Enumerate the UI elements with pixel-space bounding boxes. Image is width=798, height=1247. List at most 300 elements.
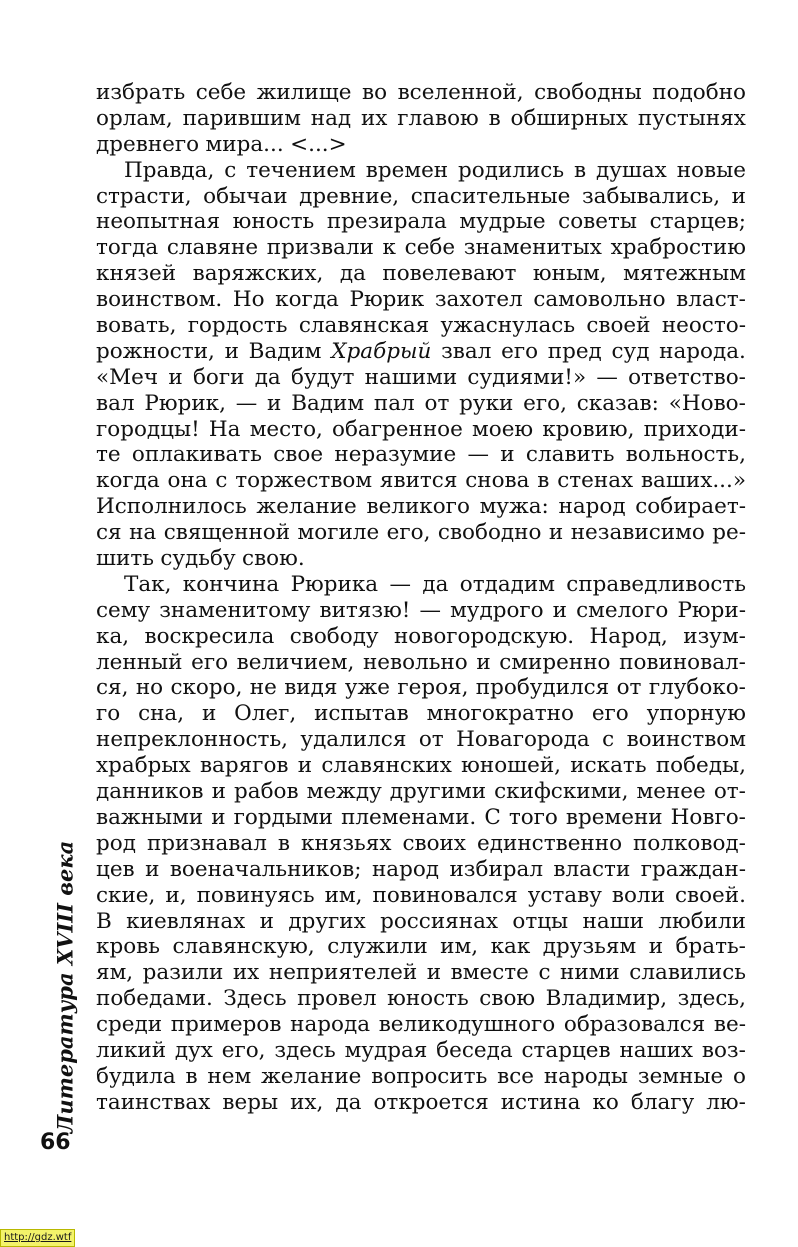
word: власти [553,856,631,882]
word: ответство- [628,364,746,390]
word: знаменитых [463,235,602,261]
word: здесь [274,1037,336,1063]
word: священной [163,520,291,546]
word: повиновался [372,882,518,908]
word: свою. [242,546,305,572]
word: душах [595,157,667,183]
word: повинуясь [196,882,315,908]
word: обширных [510,105,629,131]
word: удалился [300,727,407,753]
word: и [211,779,226,805]
word: древние, [299,183,400,209]
word: его, [523,390,567,416]
word: уставу [527,882,602,908]
word: мудрого [450,597,544,623]
word: свободны [534,80,642,105]
word: данников [96,779,204,805]
word: и [224,338,239,364]
word: признавал [146,830,267,856]
word: смиренно [499,649,611,675]
text-line [96,909,746,935]
word: юность [232,209,315,235]
word: Но [232,287,265,313]
text-line [96,520,746,546]
word: в [488,105,501,131]
word: витязю! [319,597,411,623]
word: и [168,364,183,390]
word: и [259,908,274,934]
word: народа [290,1012,371,1038]
word: героя, [397,675,469,701]
word: его, [221,1037,266,1063]
word: рожности, [96,338,215,364]
word: она [167,468,208,494]
text-line [96,883,746,909]
text-line [96,339,746,365]
text-line [96,417,746,443]
word: многократно [426,701,574,727]
word: славянских [321,753,452,779]
word: тогда [96,235,159,261]
word: своей. [674,882,746,908]
word: славянскую, [172,934,315,960]
word: того [508,804,558,830]
watermark-link[interactable]: http://gdz.wtf [0,1229,75,1247]
word: от- [713,779,746,805]
word: другими [389,779,487,805]
word: Новго- [670,804,746,830]
word: неприятелей [268,960,418,986]
word: нашими [364,364,458,390]
word: страсти, [96,183,192,209]
word: лю- [706,1089,746,1115]
text-line [96,805,746,831]
word: — [419,597,442,623]
word: князьях [301,830,392,856]
word: независимо [570,520,705,546]
word: — [467,442,489,468]
word: славянская [298,313,430,339]
word: непреклонность, [96,727,288,753]
word: не [249,675,277,701]
word: испытав [314,701,409,727]
word: беседа [436,1037,513,1063]
word: военачальников; [169,856,362,882]
word: явится [379,468,458,494]
word: и [648,934,664,960]
word: его [191,649,229,675]
text-line [96,235,746,261]
word: дух [174,1037,213,1063]
word: повиновал- [619,649,746,675]
word: юношей, [461,753,562,779]
word: Владимир, [545,986,668,1012]
word: ликий [96,1037,167,1063]
word: ваших...» [640,468,746,494]
page-number: 66 [40,1130,71,1155]
word: юность [387,986,469,1012]
word: варяжских, [192,261,324,287]
word: веры [222,1089,279,1115]
text-line [96,468,746,494]
word: ка, [96,623,130,649]
word: моею [472,416,534,442]
running-title-text: Литература XVIII века [52,840,78,1134]
word: <...> [290,131,347,157]
word: и [267,390,282,416]
word: свободу [289,623,379,649]
word: с [538,960,551,986]
text-line [96,287,746,313]
word: ко [592,1089,619,1115]
word: воинством [626,727,746,753]
word: рабов [233,779,299,805]
word: с [215,468,228,494]
word: к [382,235,396,261]
word: забывались, [581,183,721,209]
text-line [96,1012,746,1038]
word: и [426,960,442,986]
text-line [96,779,746,805]
word: С [484,804,501,830]
word: ся [96,520,122,546]
word: боги [192,364,245,390]
word: вовать, [96,313,177,339]
word: ними [560,960,620,986]
word: собирает- [635,494,746,520]
word: Новагорода [456,727,590,753]
word: важными [96,804,204,830]
word: пред [547,338,602,364]
word: во [361,80,388,105]
word: свободно [437,520,542,546]
word: неопытная [96,209,221,235]
word: времен [365,157,449,183]
word: их [232,960,260,986]
word: и [297,753,313,779]
word: их [360,105,388,131]
word: торжеством [235,468,373,494]
text-line [96,934,746,960]
word: главою [397,105,479,131]
text-line [96,1090,746,1116]
word: знаменитому [159,597,311,623]
word: да [254,364,281,390]
word: советы [558,209,637,235]
word: уже [344,675,390,701]
word: гордыми [233,804,334,830]
word: В [96,908,112,934]
word: великодушного [378,1012,556,1038]
word: народ [371,856,440,882]
word: народа. [659,338,746,364]
word: свое [273,442,324,468]
word: нем [207,1063,252,1089]
word: народы [543,1063,629,1089]
word: обычаи [203,183,288,209]
word: в [573,157,587,183]
text-line [96,857,746,883]
word: будила [96,1063,176,1089]
word: разили [142,960,224,986]
word: подобно [652,80,746,105]
word: от [418,727,444,753]
word: когда [275,287,339,313]
word: снова [465,468,530,494]
word: старцев [521,1037,611,1063]
word: и [145,856,160,882]
word: избрать [96,80,186,105]
word: земные [637,1063,724,1089]
word: приходи- [643,416,746,442]
word: когда [96,468,160,494]
word: и [211,804,226,830]
text-line [96,675,746,701]
word: Так, [124,571,172,597]
word: и [731,183,746,209]
word: его [591,701,629,727]
word: Здесь [223,986,287,1012]
word: ве- [713,1012,746,1038]
word: неосто- [661,313,746,339]
word: те [96,442,121,468]
word: граждан- [640,856,746,882]
word: скоро, [170,675,243,701]
word: новогородскую. [393,623,575,649]
word: друзьям [542,934,637,960]
word: храбростию [610,235,746,261]
word: Правда, [124,157,215,183]
word: наших [619,1037,694,1063]
word: новые [676,157,746,183]
word: себе [195,80,247,105]
word: и, [165,882,187,908]
word: храбрых [96,753,191,779]
word: пробудился [475,675,610,701]
word: «Меч [96,364,159,390]
word: власт- [676,287,746,313]
word: — [389,571,411,597]
word: презирала [326,209,447,235]
word: неразумие [334,442,457,468]
word: на [129,520,157,546]
word: примеров [170,1012,282,1038]
word: и [500,442,515,468]
word: жилище [256,80,352,105]
word: народ [558,494,626,520]
word: Вадим [248,338,322,364]
word: Рюри- [677,597,746,623]
word: любили [658,908,746,934]
word: о [733,1063,746,1089]
word: им, [324,882,363,908]
text-line [96,494,746,520]
text-line [96,391,746,417]
word: киевлянах [126,908,246,934]
word: мужа: [479,494,549,520]
word: «Ново- [668,390,746,416]
word: менее [636,779,706,805]
word: откроется [373,1089,489,1115]
word: Рюрик [349,287,425,313]
word: здесь, [677,986,746,1012]
word: спасительные [410,183,571,209]
word: да [422,571,449,597]
word: ям, [96,960,134,986]
word: течением [246,157,356,183]
word: упорную [646,701,746,727]
word: вселенной, [397,80,524,105]
word: между [306,779,382,805]
word: место, [249,416,323,442]
word: захотел [434,287,523,313]
word: и [548,520,564,546]
word: повелевают [382,261,517,287]
word: скифскими, [494,779,629,805]
text-line [96,753,746,779]
word: полковод- [633,830,746,856]
text-line [96,598,746,624]
word: Исполнилось [96,494,247,520]
word: шить [96,546,154,572]
word: отцы [512,908,569,934]
word: звал [441,338,492,364]
word: родились [458,157,565,183]
word: как [490,934,531,960]
word: воз- [701,1037,746,1063]
word: вал [96,390,135,416]
text-line [96,1038,746,1064]
word: мира... [205,131,284,157]
word: сему [96,597,151,623]
word: невольно [362,649,468,675]
word: кончина [182,571,280,597]
word: ся, [96,675,129,701]
word: сказав: [576,390,659,416]
word: самовольно [533,287,666,313]
word: и [476,649,491,675]
word: вольность, [625,442,746,468]
word: ские, [96,882,156,908]
word: могиле [297,520,380,546]
word: ре- [712,520,746,546]
word: вместе [450,960,529,986]
word: их, [290,1089,324,1115]
word: судьбу [160,546,236,572]
word: пал [373,390,415,416]
word: пустынях [637,105,746,131]
word: своей [586,313,651,339]
word: Олег, [234,701,297,727]
word: мудрая [344,1037,428,1063]
word: все [497,1063,534,1089]
word: глубоко- [648,675,746,701]
word: древнего [96,131,200,157]
text-line [96,1064,746,1090]
word: — [596,364,618,390]
word: россиянах [380,908,499,934]
text-line [96,313,746,339]
word: себе [404,235,456,261]
text-line [96,365,746,391]
word: сна, [138,701,185,727]
word: в [537,468,550,494]
word: победы, [655,753,746,779]
word: отдадим [459,571,555,597]
word: величием, [236,649,355,675]
word: воинством. [96,287,223,313]
word: Рюрика [290,571,379,597]
text-line [96,986,746,1012]
body-text [96,80,746,1116]
word: единственно [477,830,623,856]
word: им, [440,934,479,960]
text-line [96,650,746,676]
word: суд [611,338,650,364]
running-title [30,837,100,1137]
word: и [552,597,568,623]
word: ужаснулась [440,313,576,339]
text-line [96,80,746,106]
word: обагренное [332,416,463,442]
word: изум- [683,623,746,649]
text-line [96,960,746,986]
word: славились [629,960,746,986]
text-line [96,727,746,753]
word: мятежным [623,261,746,287]
word: род [96,830,136,856]
word: парившим [182,105,301,131]
word: гордость [187,313,288,339]
word: справедливость [566,571,746,597]
word: да [339,261,366,287]
text-line [96,831,746,857]
text-line [96,106,746,132]
word: провел [297,986,377,1012]
word: его, [386,520,431,546]
word: с [602,727,615,753]
word: кровию, [542,416,635,442]
word: оплакивать [131,442,262,468]
word: и [201,701,217,727]
word: от [616,675,642,701]
word: кровь [96,934,160,960]
word: воскресила [144,623,275,649]
word: других [288,908,366,934]
word: образовался [563,1012,706,1038]
word: славяне [166,235,259,261]
text-line [96,261,746,287]
word: племенами. [341,804,477,830]
word: князей [96,261,177,287]
word: го [96,701,121,727]
word: городцы! [96,416,200,442]
word: да [335,1089,362,1115]
word: истина [500,1089,581,1115]
word: Вадим [291,390,365,416]
word: вопросить [371,1063,488,1089]
word: но [135,675,164,701]
word: свою [479,986,536,1012]
word: служили [327,934,428,960]
word: наши [582,908,644,934]
word: таинствах [96,1089,211,1115]
word: великого [366,494,470,520]
word: в [185,1063,198,1089]
word: мудрые [459,209,546,235]
italic-word: Храбрый [331,338,432,364]
word: ленный [96,649,183,675]
